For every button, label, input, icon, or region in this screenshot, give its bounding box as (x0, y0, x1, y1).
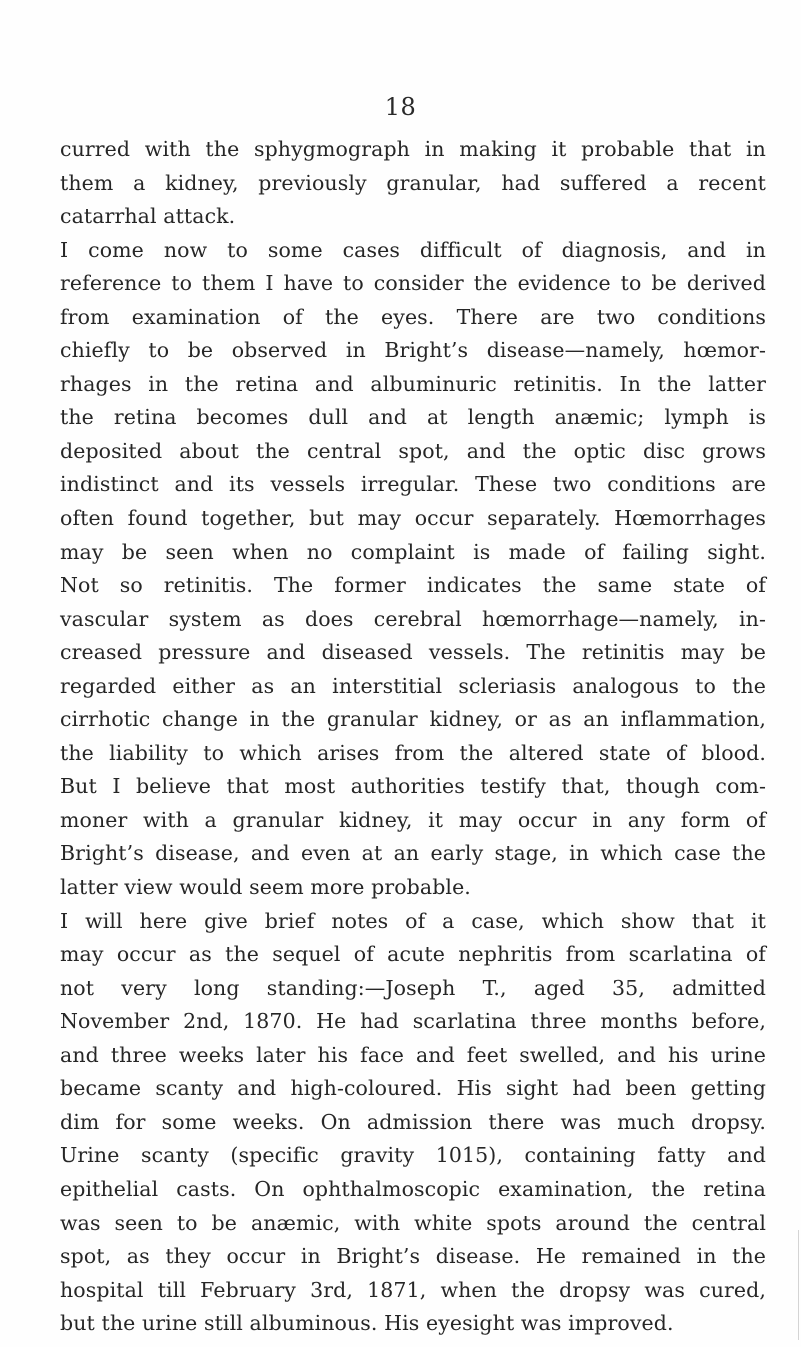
text-line: I will here give brief notes of a case, which show that it (60, 908, 766, 933)
body-text (60, 133, 766, 1341)
text-line: Bright’s disease, and even at an early stage, in which case the (60, 841, 766, 866)
text-line: creased pressure and diseased vessels. The retinitis may be (60, 640, 766, 665)
text-line: often found together, but may occur separately. Hœmorrhages (60, 506, 766, 531)
text-line: rhages in the retina and albuminuric retinitis. In the latter (60, 371, 766, 396)
text-line: reference to them I have to consider the evidence to be derived (60, 271, 766, 296)
text-line: November 2nd, 1870. He had scarlatina three months before, (60, 1009, 766, 1034)
page-edge-line (798, 1230, 799, 1340)
text-line: from examination of the eyes. There are two conditions (60, 304, 766, 329)
text-line: dim for some weeks. On admission there was much dropsy. (60, 1109, 766, 1134)
text-line: Not so retinitis. The former indicates the same state of (60, 573, 766, 598)
text-line: spot, as they occur in Bright’s disease. He remained in the (60, 1244, 766, 1269)
text-line: and three weeks later his face and feet swelled, and his urine (60, 1042, 766, 1067)
text-line: latter view would seem more probable. (60, 875, 471, 900)
text-line: epithelial casts. On ophthalmoscopic examination, the retina (60, 1176, 766, 1201)
text-line: the liability to which arises from the altered state of blood. (60, 740, 766, 765)
text-line: curred with the sphygmograph in making it probable that in (60, 137, 766, 161)
text-line: regarded either as an interstitial scleriasis analogous to the (60, 673, 766, 698)
page-number: 18 (384, 93, 417, 121)
text-line: hospital till February 3rd, 1871, when the dropsy was cured, (60, 1277, 766, 1302)
text-line: indistinct and its vessels irregular. These two conditions are (60, 472, 766, 497)
text-line: may be seen when no complaint is made of failing sight. (60, 539, 766, 564)
text-line: not very long standing:—Joseph T., aged 35, admitted (60, 975, 766, 1000)
text-line: catarrhal attack. (60, 204, 236, 229)
text-line: deposited about the central spot, and the optic disc grows (60, 438, 766, 463)
text-line: became scanty and high-coloured. His sight had been getting (60, 1076, 766, 1101)
text-line: the retina becomes dull and at length anæmic; lymph is (60, 405, 766, 430)
text-line: them a kidney, previously granular, had suffered a recent (60, 170, 766, 195)
text-line: vascular system as does cerebral hœmorrhage—namely, in- (60, 606, 766, 631)
text-line: but the urine still albuminous. His eyesight was improved. (60, 1311, 674, 1336)
text-line: was seen to be anæmic, with white spots around the central (60, 1210, 766, 1235)
text-line: I come now to some cases difficult of diagnosis, and in (60, 237, 766, 262)
text-line: Urine scanty (specific gravity 1015), containing fatty and (60, 1143, 766, 1168)
text-line: chiefly to be observed in Bright’s disease—namely, hœmor- (60, 338, 766, 363)
text-line: cirrhotic change in the granular kidney, or as an inflammation, (60, 707, 766, 732)
text-line: moner with a granular kidney, it may occur in any form of (60, 807, 766, 832)
text-line: But I believe that most authorities testify that, though com- (60, 774, 766, 799)
text-line: may occur as the sequel of acute nephritis from scarlatina of (60, 942, 766, 967)
